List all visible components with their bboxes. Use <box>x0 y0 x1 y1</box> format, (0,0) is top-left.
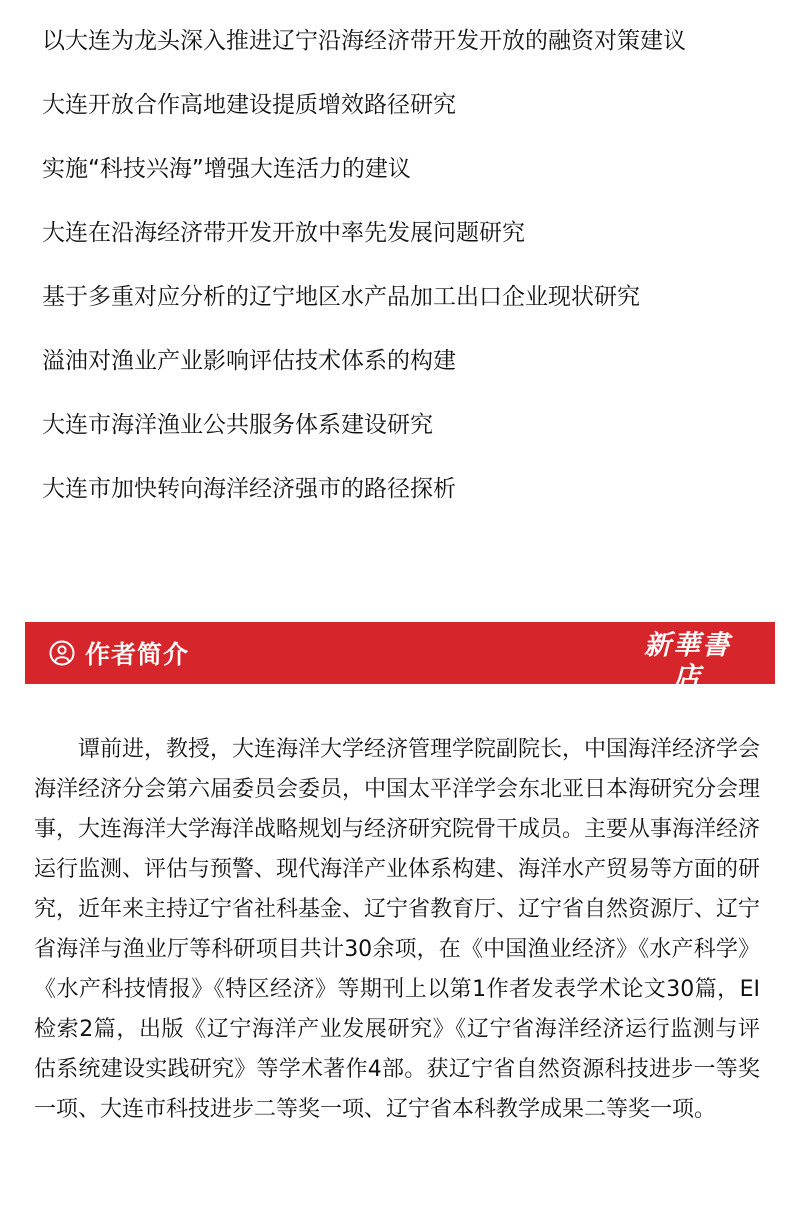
xinhua-bookstore-logo <box>630 630 745 703</box>
table-of-contents <box>42 22 772 534</box>
logo-chinese-text: 新華書店 <box>644 630 731 693</box>
toc-item: 大连市海洋渔业公共服务体系建设研究 <box>42 412 433 438</box>
toc-item: 溢油对渔业产业影响评估技术体系的构建 <box>42 348 456 374</box>
toc-item: 以大连为龙头深入推进辽宁沿海经济带开发开放的融资对策建议 <box>42 28 686 54</box>
person-icon <box>49 640 75 666</box>
toc-item: 大连市加快转向海洋经济强市的路径探析 <box>42 476 456 502</box>
section-title: 作者简介 <box>85 640 190 669</box>
toc-item: 大连在沿海经济带开发开放中率先发展问题研究 <box>42 220 525 246</box>
author-bio: 谭前进，教授，大连海洋大学经济管理学院副院长，中国海洋经济学会海洋经济分会第六届委员会委员，中国太平洋学会东北亚日本海研究分会理事，大连海洋大学海洋战略规划与经济研究院骨干成员。主要从事海洋经济运行监测、评估与预警、现代海洋产业体系构建、海洋水产贸易等方面的研究，近年来主持辽宁省社科基金、辽宁省教育厅、辽宁省自然资源厅、辽宁省海洋与渔业厅等科研项目共计30余项，在《中国渔业经济》《水产科学》《水产科技情报》《特区经济》等期刊上以第1作者发表学术论文30篇，EI检索2篇，出版《辽宁海洋产业发展研究》《辽宁省海洋经济运行监测与评估系统建设实践研究》等学术著作4部。获辽宁省自然资源科技进步一等奖一项、大连市科技进步二等奖一项、辽宁省本科教学成果二等奖一项。 <box>34 737 761 1122</box>
toc-item: 实施“科技兴海”增强大连活力的建议 <box>42 156 411 182</box>
author-section-header <box>25 622 775 703</box>
toc-item: 基于多重对应分析的辽宁地区水产品加工出口企业现状研究 <box>42 284 640 310</box>
toc-item: 大连开放合作高地建设提质增效路径研究 <box>42 92 456 118</box>
logo-english-text: XINHUA BOOKSTORE <box>638 695 737 703</box>
